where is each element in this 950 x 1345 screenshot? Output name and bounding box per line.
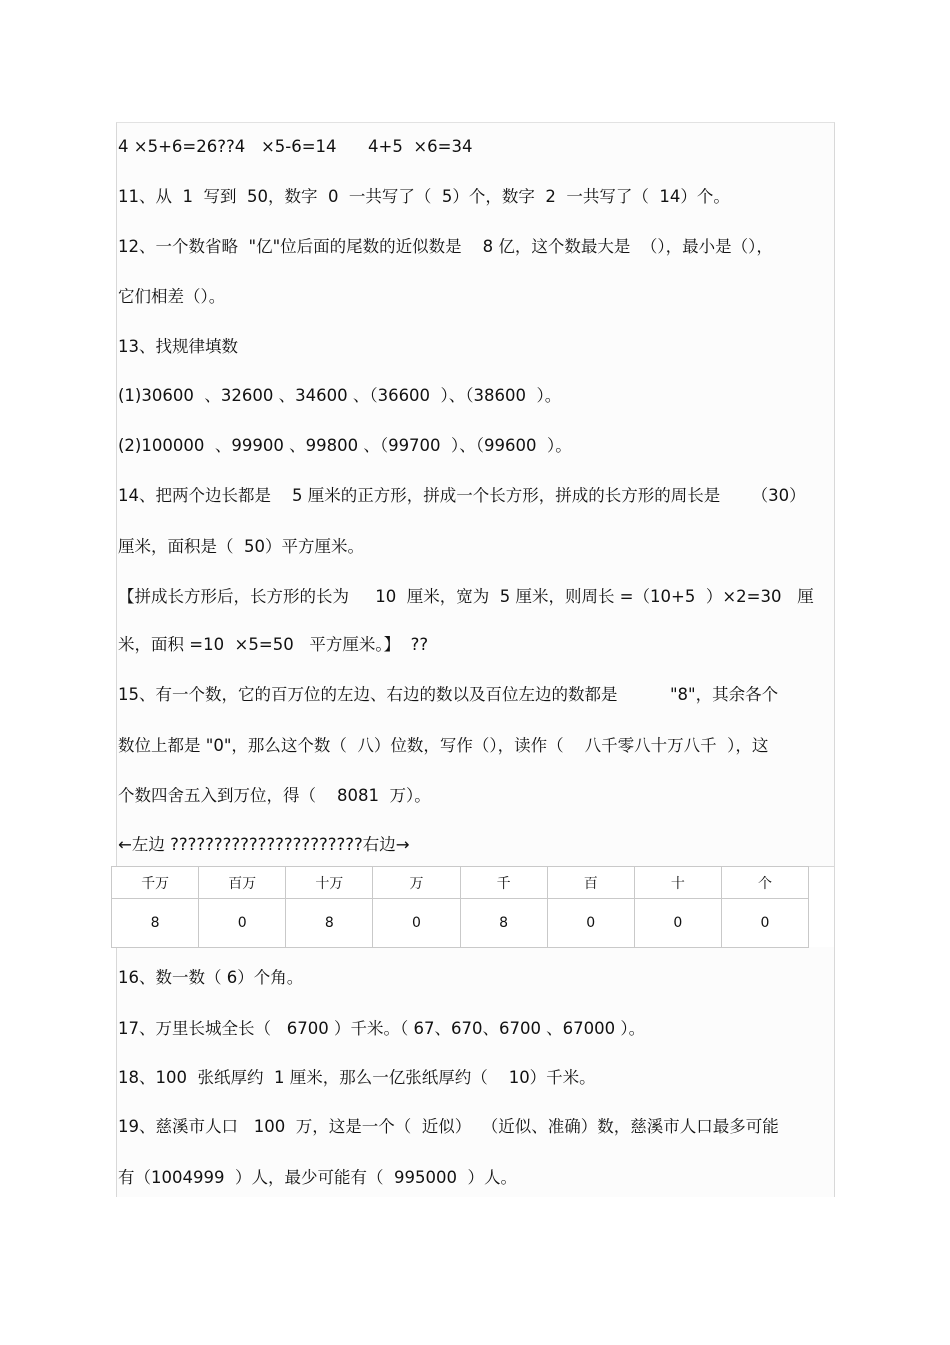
question-18: 18、100 张纸厚约 1 厘米，那么一亿张纸厚约（ 10）千米。 — [118, 1068, 596, 1087]
question-11: 11、从 1 写到 50，数字 0 一共写了（ 5）个，数字 2 一共写了（ 14）个。 — [118, 187, 730, 206]
question-17: 17、万里长城全长（ 6700 ）千米。（ 67、670、6700 、67000 ）。 — [118, 1019, 646, 1038]
place-header-row — [112, 867, 809, 899]
place-header: 千万 — [112, 867, 199, 899]
question-16: 16、数一数（ 6）个角。 — [118, 968, 304, 987]
question-19: 19、慈溪市人口 100 万，这是一个（ 近似） （近似、准确）数，慈溪市人口最多可能 — [118, 1117, 779, 1136]
place-header: 十 — [634, 867, 721, 899]
place-header: 十万 — [286, 867, 373, 899]
question-15-cont2: 个数四舍五入到万位，得（ 8081 万）。 — [118, 786, 431, 805]
question-15-cont: 数位上都是 "0"，那么这个数（ 八）位数，写作（），读作（ 八千零八十万八千 ），这 — [118, 736, 769, 755]
place-header: 千 — [460, 867, 547, 899]
explanation-14: 【拼成长方形后，长方形的长为 10 厘米，宽为 5 厘米，则周长 =（10+5 ）×2=30 厘 — [118, 587, 814, 606]
question-19-cont: 有（1004999 ）人，最少可能有（ 995000 ）人。 — [118, 1168, 517, 1187]
table-right-gap — [808, 866, 834, 947]
place-header: 百万 — [199, 867, 286, 899]
place-header: 百 — [547, 867, 634, 899]
question-14-cont: 厘米，面积是（ 50）平方厘米。 — [118, 537, 364, 556]
place-value: 8 — [286, 899, 373, 948]
place-value: 8 — [112, 899, 199, 948]
question-13-part2: (2)100000 、99900 、99800 、（99700 ）、（99600 ）。 — [118, 436, 572, 455]
place-value-table — [111, 866, 809, 948]
place-value: 0 — [373, 899, 460, 948]
place-value: 0 — [634, 899, 721, 948]
question-15: 15、有一个数，它的百万位的左边、右边的数以及百位左边的数都是 "8"，其余各个 — [118, 685, 779, 704]
question-12: 12、一个数省略 "亿"位后面的尾数的近似数是 8 亿，这个数最大是 （），最小是（）， — [118, 237, 773, 256]
question-13: 13、找规律填数 — [118, 337, 238, 356]
equation-line: 4 ×5+6=26??4 ×5-6=14 4+5 ×6=34 — [118, 137, 473, 156]
question-12-cont: 它们相差（）。 — [118, 287, 226, 306]
explanation-14-cont: 米，面积 =10 ×5=50 平方厘米。】 ?? — [118, 635, 429, 654]
place-value-row — [112, 899, 809, 948]
left-right-label: ←左边 ??????????????????????右边→ — [118, 835, 410, 854]
place-value: 8 — [460, 899, 547, 948]
place-header: 万 — [373, 867, 460, 899]
place-value: 0 — [547, 899, 634, 948]
place-value: 0 — [721, 899, 808, 948]
place-header: 个 — [721, 867, 808, 899]
place-value: 0 — [199, 899, 286, 948]
question-14: 14、把两个边长都是 5 厘米的正方形，拼成一个长方形，拼成的长方形的周长是 （30） — [118, 486, 806, 505]
question-13-part1: (1)30600 、32600 、34600 、（36600 ）、（38600 ）。 — [118, 386, 562, 405]
